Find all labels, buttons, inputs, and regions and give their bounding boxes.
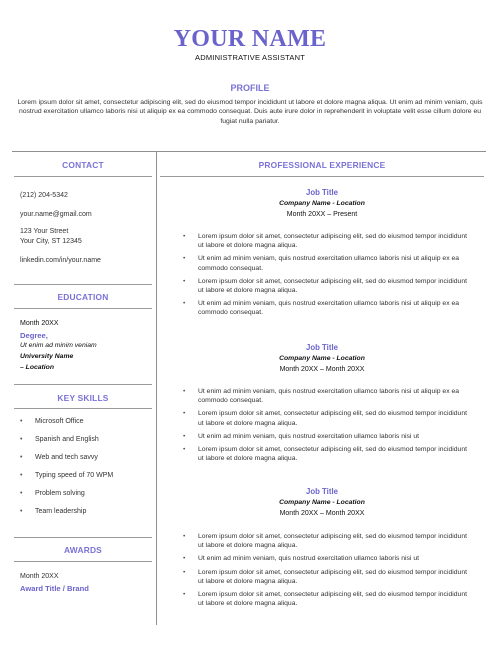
awards-rule-top <box>14 537 152 538</box>
education-university: University Name <box>20 353 74 360</box>
job-bullet: • Lorem ipsum dolor sit amet, consectetur adipiscing elit, sed do eiusmod tempor incididunt ut labore et dolore magna aliqua. <box>183 277 473 295</box>
job-dates: Month 20XX – Month 20XX <box>279 366 365 373</box>
education-heading: EDUCATION <box>57 292 109 302</box>
contact-linkedin[interactable]: linkedin.com/in/your.name <box>20 257 101 264</box>
skill-item: • Team leadership <box>20 508 113 526</box>
contact-email[interactable]: your.name@gmail.com <box>20 211 92 218</box>
job-bullets <box>183 387 473 463</box>
job-bullet: • Ut enim ad minim veniam, quis nostrud exercitation ullamco laboris nisi ut aliquip ex ea commodo consequat. <box>183 254 473 272</box>
job-title: Job Title <box>306 188 338 197</box>
job-company: Company Name - Location <box>279 200 365 207</box>
profile-heading: PROFILE <box>230 83 270 93</box>
job-company: Company Name - Location <box>279 355 365 362</box>
job-header <box>160 487 484 521</box>
experience-heading: PROFESSIONAL EXPERIENCE <box>258 160 386 170</box>
resume-role: ADMINISTRATIVE ASSISTANT <box>195 53 305 62</box>
education-date: Month 20XX <box>20 320 59 327</box>
skills-list <box>20 418 113 526</box>
job-bullets <box>183 232 473 317</box>
job-title: Job Title <box>306 487 338 496</box>
job-dates: Month 20XX – Month 20XX <box>279 510 365 517</box>
job-bullet: • Ut enim ad minim veniam, quis nostrud exercitation ullamco laboris nisi ut aliquip ex ea commodo consequat. <box>183 299 473 317</box>
skills-rule <box>14 408 152 409</box>
job-header <box>160 188 484 222</box>
award-date: Month 20XX <box>20 573 59 580</box>
contact-address-line2: Your City, ST 12345 <box>20 238 82 245</box>
job-bullet: • Lorem ipsum dolor sit amet, consectetur adipiscing elit, sed do eiusmod tempor incididunt ut labore et dolore magna aliqua. <box>183 232 473 250</box>
contact-rule <box>14 176 152 177</box>
profile-text: Lorem ipsum dolor sit amet, consectetur adipiscing elit, sed do eiusmod tempor incididunt ut labore et dolore magna aliqua. Ut enim ad minim veniam, quis nostrud exercitation ullamco laboris nisi ut aliquip ex ea commodo consequat. Duis aute irure dolor in reprehenderit in voluptate velit esse cillum dolore eu fugiat nulla pariatur. <box>17 99 483 125</box>
job-company: Company Name - Location <box>279 499 365 506</box>
job-bullets <box>183 532 473 608</box>
job-bullet: • Ut enim ad minim veniam, quis nostrud exercitation ullamco laboris nisi ut <box>183 432 473 441</box>
section-divider <box>12 151 486 152</box>
job-bullet: • Lorem ipsum dolor sit amet, consectetur adipiscing elit, sed do eiusmod tempor incididunt ut labore et dolore magna aliqua. <box>183 532 473 550</box>
skills-heading: KEY SKILLS <box>57 393 109 403</box>
education-rule <box>14 308 152 309</box>
job-bullet: • Lorem ipsum dolor sit amet, consectetur adipiscing elit, sed do eiusmod tempor incididunt ut labore et dolore magna aliqua. <box>183 568 473 586</box>
skills-rule-top <box>14 384 152 385</box>
resume-name: YOUR NAME <box>173 26 327 52</box>
skill-item: • Web and tech savvy <box>20 454 113 472</box>
skill-item: • Spanish and English <box>20 436 113 454</box>
job-bullet: • Ut enim ad minim veniam, quis nostrud exercitation ullamco laboris nisi ut aliquip ex ea commodo consequat. <box>183 387 473 405</box>
job-bullet: • Lorem ipsum dolor sit amet, consectetur adipiscing elit, sed do eiusmod tempor incididunt ut labore et dolore magna aliqua. <box>183 445 473 463</box>
skill-item: • Microsoft Office <box>20 418 113 436</box>
skill-item: • Typing speed of 70 WPM <box>20 472 113 490</box>
education-degree: Degree, <box>20 331 48 340</box>
education-detail: Ut enim ad minim veniam <box>20 342 97 349</box>
education-location: – Location <box>20 364 54 371</box>
award-title: Award Title / Brand <box>20 584 89 593</box>
awards-rule <box>14 561 152 562</box>
contact-phone: (212) 204-5342 <box>20 192 68 199</box>
skill-item: • Problem solving <box>20 490 113 508</box>
job-dates: Month 20XX – Present <box>286 211 358 218</box>
job-bullet: • Lorem ipsum dolor sit amet, consectetur adipiscing elit, sed do eiusmod tempor incididunt ut labore et dolore magna aliqua. <box>183 590 473 608</box>
job-bullet: • Lorem ipsum dolor sit amet, consectetur adipiscing elit, sed do eiusmod tempor incididunt ut labore et dolore magna aliqua. <box>183 409 473 427</box>
job-header <box>160 343 484 377</box>
column-divider <box>156 151 157 625</box>
job-title: Job Title <box>306 343 338 352</box>
contact-address-line1: 123 Your Street <box>20 228 69 235</box>
awards-heading: AWARDS <box>64 545 102 555</box>
experience-rule <box>160 176 484 177</box>
job-bullet: • Ut enim ad minim veniam, quis nostrud exercitation ullamco laboris nisi ut <box>183 554 473 563</box>
contact-heading: CONTACT <box>62 160 104 170</box>
education-rule-top <box>14 284 152 285</box>
